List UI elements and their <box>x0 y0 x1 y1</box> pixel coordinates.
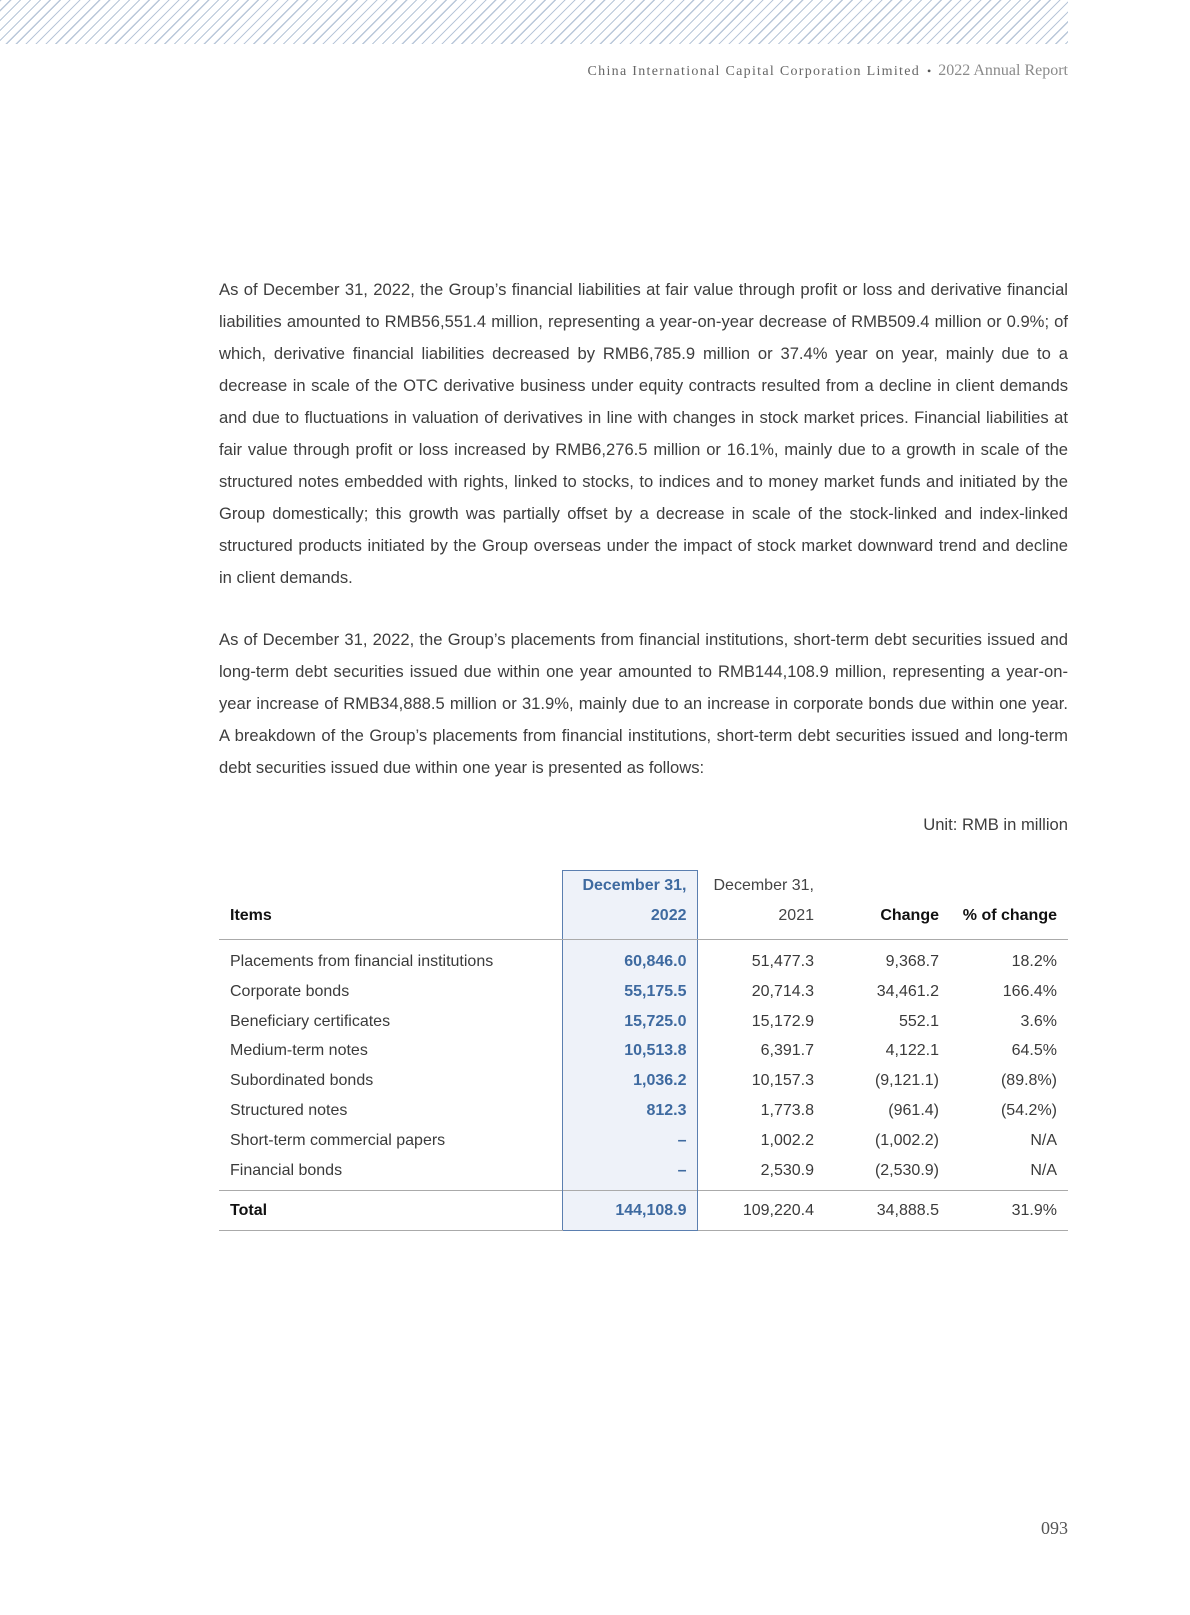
row-value-2021: 51,477.3 <box>751 953 814 970</box>
row-pct-change: 64.5% <box>1011 1042 1057 1060</box>
unit-label: Unit: RMB in million <box>923 815 1068 834</box>
row-value-2021: 2,530.9 <box>760 1161 814 1179</box>
row-value-2021: 20,714.3 <box>751 982 814 1000</box>
table-row <box>219 1066 1068 1096</box>
row-item: Structured notes <box>230 1101 348 1119</box>
row-change: (1,002.2) <box>874 1131 939 1149</box>
row-pct-change: (89.8%) <box>1000 1072 1057 1090</box>
row-change: 9,368.7 <box>885 953 939 970</box>
row-value-2021: 10,157.3 <box>751 1072 814 1090</box>
row-value-2021: 6,391.7 <box>760 1042 814 1060</box>
total-value-2021: 109,220.4 <box>697 1191 824 1231</box>
total-pct-change: 31.9% <box>949 1191 1068 1231</box>
total-change: 34,888.5 <box>824 1191 949 1231</box>
row-item: Short-term commercial papers <box>230 1131 446 1149</box>
header-dec-2022-line2: 2022 <box>650 907 687 924</box>
row-pct-change: 166.4% <box>1002 982 1057 1000</box>
placements-breakdown-table <box>219 870 1068 1231</box>
row-pct-change: 18.2% <box>1011 953 1057 970</box>
row-item: Financial bonds <box>230 1161 343 1179</box>
total-label: Total <box>219 1191 562 1231</box>
row-change: (9,121.1) <box>874 1072 939 1090</box>
header-dec-2021 <box>697 871 824 940</box>
header-items: Items <box>219 871 562 940</box>
row-change: (2,530.9) <box>874 1161 939 1179</box>
table-row <box>219 977 1068 1007</box>
page-number: 093 <box>1041 1518 1068 1538</box>
header-report-title: 2022 Annual Report <box>938 62 1068 79</box>
table-row <box>219 1096 1068 1126</box>
row-value-2022: 10,513.8 <box>562 1036 697 1066</box>
row-value-2022: – <box>562 1156 697 1191</box>
table-header-row <box>219 871 1068 940</box>
row-value-2021: 1,002.2 <box>760 1131 814 1149</box>
row-change: 552.1 <box>898 1012 939 1030</box>
table-row <box>219 940 1068 977</box>
header-dec-2021-line1: December 31, <box>713 877 814 894</box>
row-change: (961.4) <box>888 1101 939 1119</box>
total-value-2022: 144,108.9 <box>562 1191 697 1231</box>
row-value-2022: 1,036.2 <box>562 1066 697 1096</box>
row-item: Beneficiary certificates <box>230 1012 391 1030</box>
row-value-2021: 1,773.8 <box>760 1101 814 1119</box>
table-total-row <box>219 1191 1068 1231</box>
table-row <box>219 1156 1068 1191</box>
header-hatch-band <box>0 0 1068 44</box>
header-company: China International Capital Corporation Limited <box>587 64 921 79</box>
header-separator: • <box>927 64 932 78</box>
row-pct-change: N/A <box>1030 1131 1057 1149</box>
paragraph-placements: As of December 31, 2022, the Group’s placements from financial institutions, short-term debt securities issued and long-term debt securities issued due within one year amounted to RMB144,108.9 million, representing a year-on-year increase of RMB34,888.5 million or 31.9%, mainly due to an increase in corporate bonds due within one year. A breakdown of the Group’s placements from financial institutions, short-term debt securities issued and long-term debt securities issued due within one year is presented as follows: <box>219 630 1068 777</box>
row-pct-change: (54.2%) <box>1000 1101 1057 1119</box>
header-pct-change: % of change <box>949 871 1068 940</box>
row-value-2022: 15,725.0 <box>562 1007 697 1037</box>
row-value-2021: 15,172.9 <box>751 1012 814 1030</box>
row-change: 34,461.2 <box>876 982 939 1000</box>
paragraph-financial-liabilities: As of December 31, 2022, the Group’s financial liabilities at fair value through profit or loss and derivative financial liabilities amounted to RMB56,551.4 million, representing a year-on-year decrease of RMB509.4 million or 0.9%; of which, derivative financial liabilities decreased by RMB6,785.9 million or 37.4% year on year, mainly due to a decrease in scale of the OTC derivative business under equity contracts resulted from a decline in client demands and due to fluctuations in valuation of derivatives in line with changes in stock market prices. Financial liabilities at fair value through profit or loss increased by RMB6,276.5 million or 16.1%, mainly due to a growth in scale of the structured notes embedded with rights, linked to stocks, to indices and to money market funds and initiated by the Group domestically; this growth was partially offset by a decrease in scale of the stock-linked and index-linked structured products initiated by the Group overseas under the impact of stock market downward trend and decline in client demands. <box>219 280 1068 587</box>
row-value-2022: 60,846.0 <box>562 940 697 977</box>
header-change: Change <box>824 871 949 940</box>
row-change: 4,122.1 <box>885 1042 939 1060</box>
row-value-2022: – <box>562 1126 697 1156</box>
row-item: Placements from financial institutions <box>230 953 494 970</box>
table-row <box>219 1036 1068 1066</box>
table-row <box>219 1007 1068 1037</box>
row-pct-change: N/A <box>1030 1161 1057 1179</box>
table-row <box>219 1126 1068 1156</box>
running-header <box>588 62 1068 80</box>
header-dec-2021-line2: 2021 <box>778 907 814 924</box>
row-pct-change: 3.6% <box>1020 1012 1057 1030</box>
row-item: Corporate bonds <box>230 982 350 1000</box>
header-dec-2022 <box>562 871 697 940</box>
row-value-2022: 812.3 <box>562 1096 697 1126</box>
row-item: Subordinated bonds <box>230 1072 374 1090</box>
header-dec-2022-line1: December 31, <box>582 877 687 894</box>
row-value-2022: 55,175.5 <box>562 977 697 1007</box>
row-item: Medium-term notes <box>230 1042 368 1060</box>
